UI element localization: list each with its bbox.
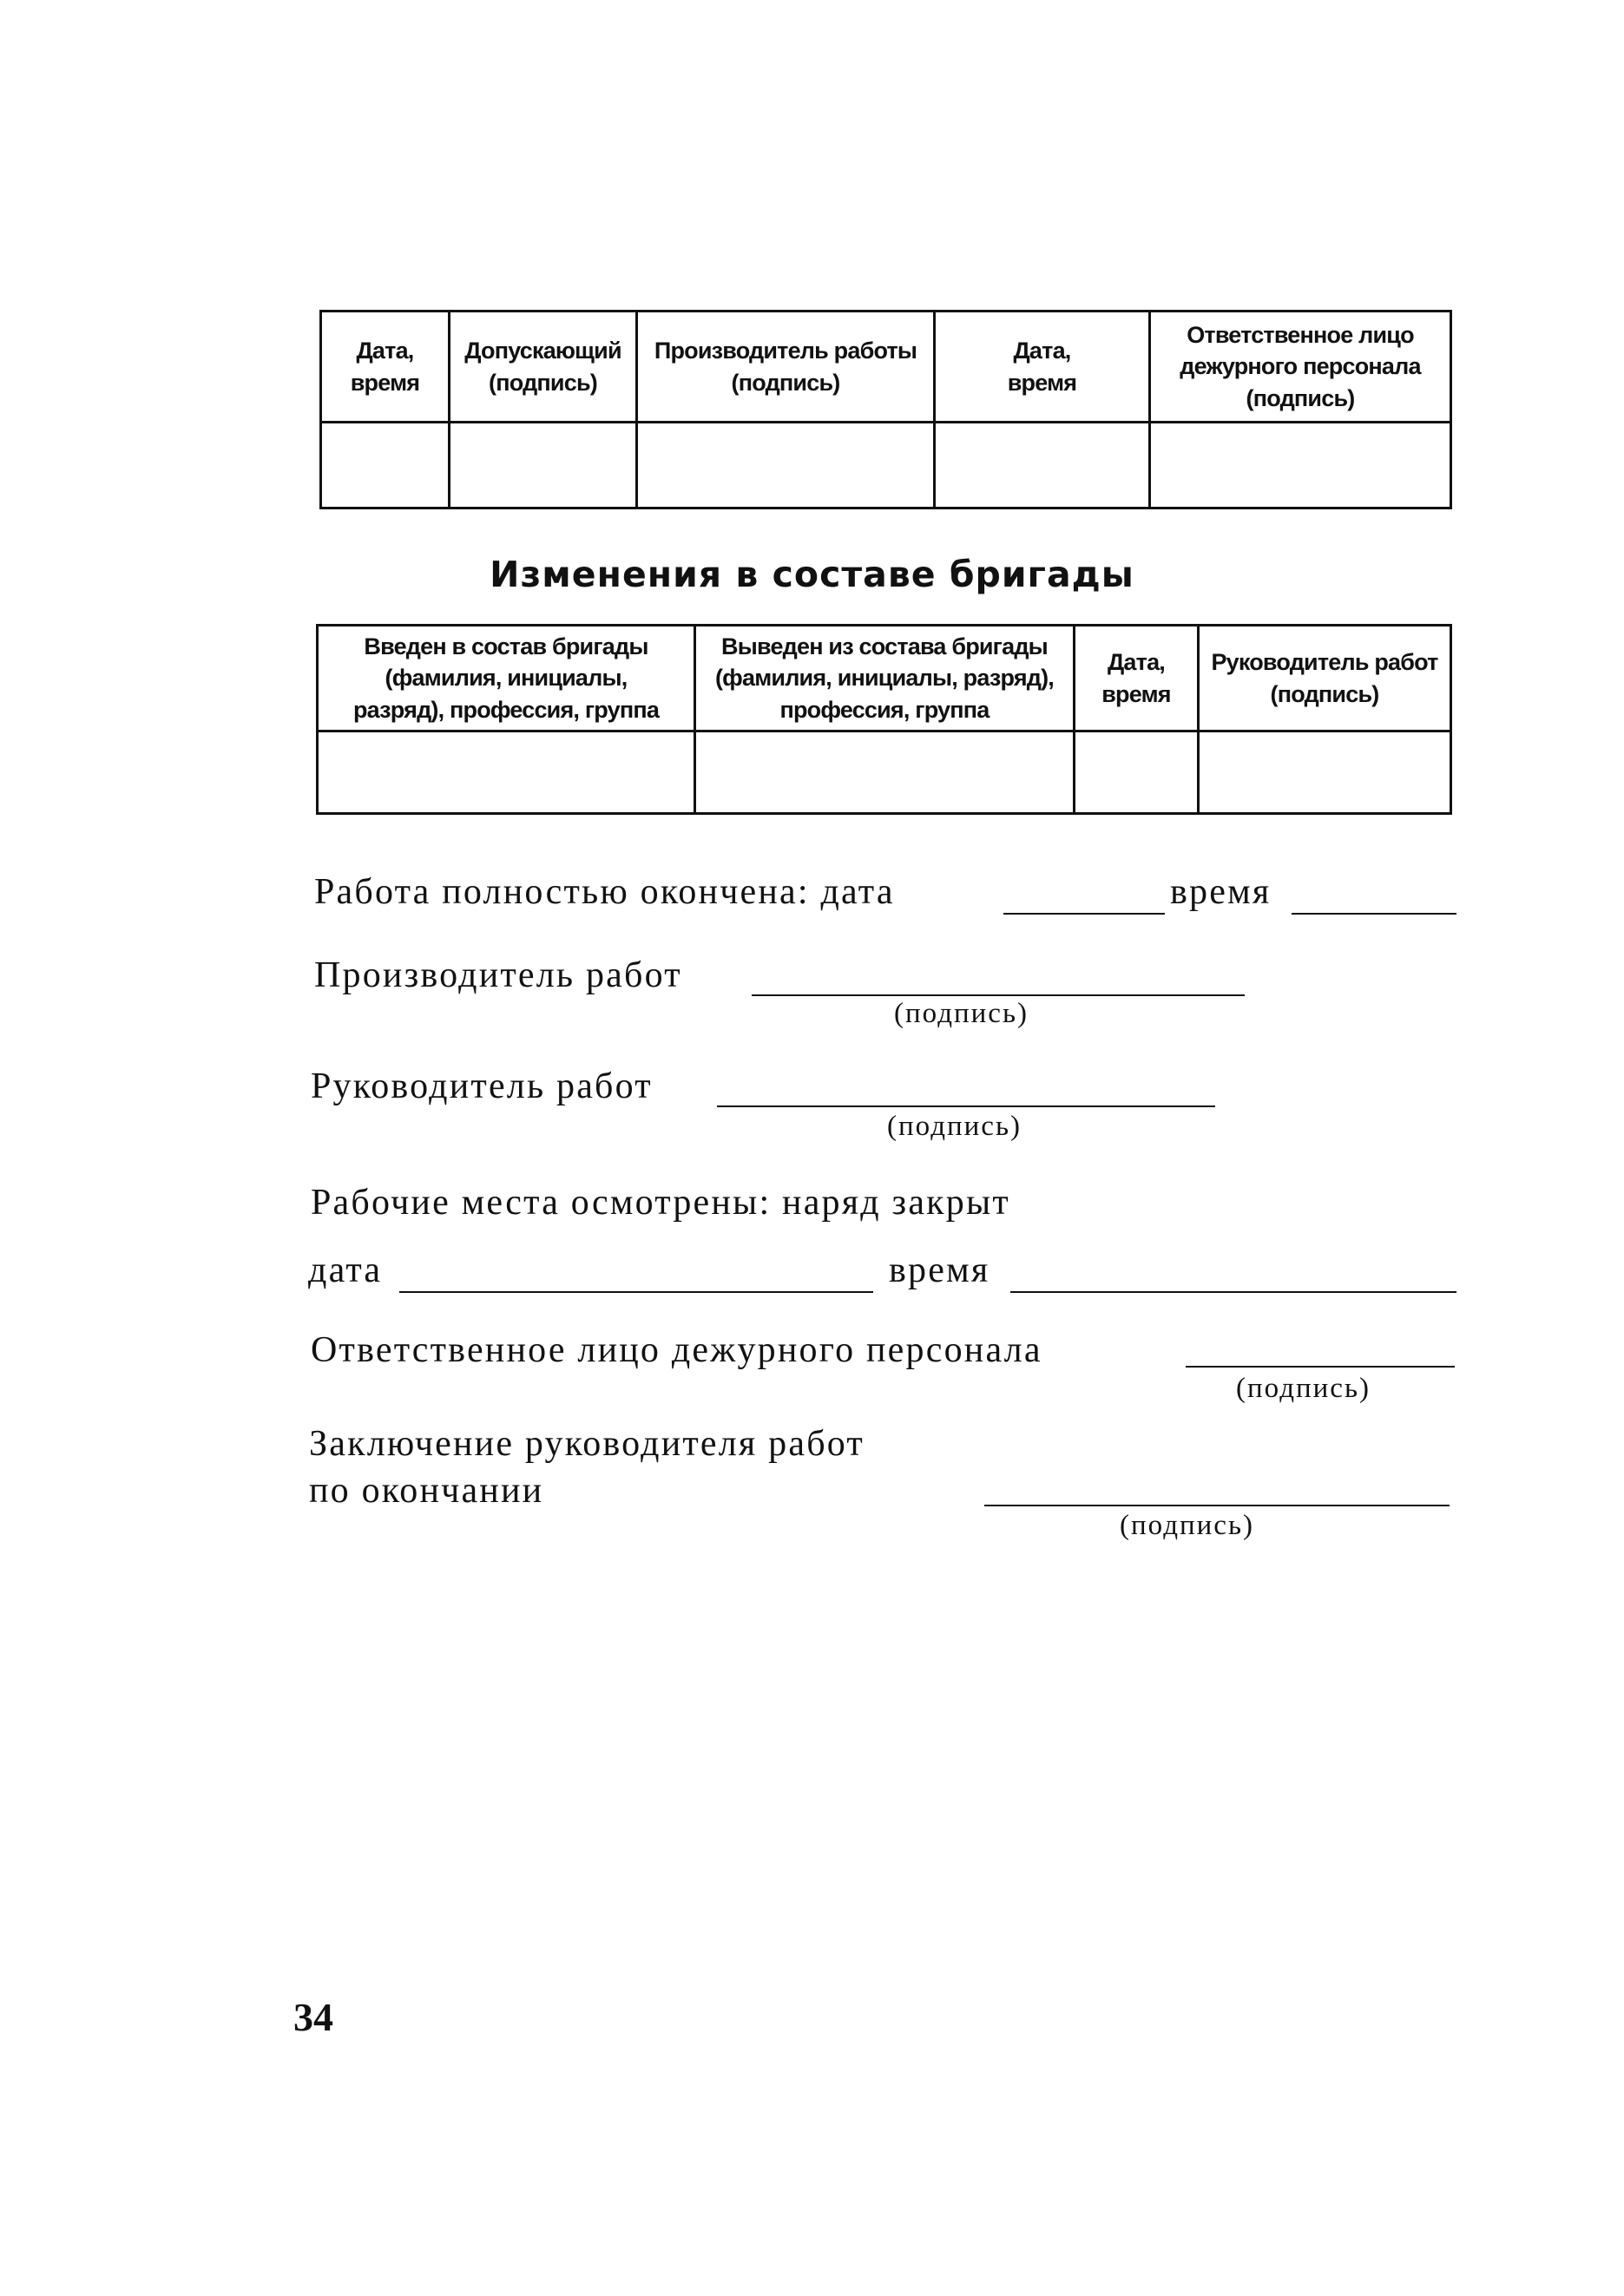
signature-caption: (подпись)	[1120, 1510, 1254, 1541]
table-row	[321, 423, 1451, 508]
completion-time-label: время	[1170, 872, 1272, 912]
work-completed-label: Работа полностью окончена: дата	[314, 872, 895, 912]
completion-date-field[interactable]	[1003, 913, 1165, 915]
table-cell	[450, 423, 637, 508]
workplaces-inspected-label: Рабочие места осмотрены: наряд закрыт	[311, 1183, 1010, 1223]
conclusion-signature-field[interactable]	[984, 1505, 1450, 1506]
signature-caption: (подпись)	[1236, 1373, 1371, 1404]
header-removed-from-team: Выведен из состава бригады (фамилия, инициалы, разряд), профессия, группа	[695, 626, 1075, 731]
table-cell	[1199, 731, 1451, 814]
conclusion-label-line1: Заключение руководителя работ	[309, 1424, 865, 1464]
header-work-manager: Руководитель работ (подпись)	[1199, 626, 1451, 731]
header-date-time-2: Дата, время	[935, 312, 1150, 423]
page-number: 34	[293, 1995, 333, 2039]
responsible-signature-field[interactable]	[1186, 1366, 1455, 1368]
header-date-time: Дата, время	[1075, 626, 1199, 731]
work-manager-label: Руководитель работ	[311, 1066, 653, 1106]
table-cell	[637, 423, 935, 508]
header-admitting: Допускающий (подпись)	[450, 312, 637, 423]
team-changes-table	[316, 624, 1452, 815]
admission-table	[319, 310, 1452, 509]
closed-date-label: дата	[308, 1250, 383, 1290]
table-cell	[1150, 423, 1451, 508]
section-title: Изменения в составе бригады	[490, 554, 1134, 595]
table-row	[318, 731, 1451, 814]
completion-time-field[interactable]	[1292, 913, 1456, 915]
manager-signature-field[interactable]	[717, 1105, 1215, 1107]
header-work-producer: Производитель работы (подпись)	[637, 312, 935, 423]
signature-caption: (подпись)	[887, 1111, 1022, 1142]
responsible-person-label: Ответственное лицо дежурного персонала	[311, 1330, 1042, 1370]
header-responsible-person: Ответственное лицо дежурного персонала (подпись)	[1150, 312, 1451, 423]
conclusion-label-line2: по окончании	[309, 1471, 544, 1511]
table-cell	[935, 423, 1150, 508]
closed-date-field[interactable]	[399, 1291, 873, 1293]
header-date-time: Дата, время	[321, 312, 450, 423]
producer-signature-field[interactable]	[752, 994, 1245, 996]
closed-time-field[interactable]	[1010, 1291, 1456, 1293]
header-added-to-team: Введен в состав бригады (фамилия, инициалы, разряд), профессия, группа	[318, 626, 695, 731]
table-cell	[321, 423, 450, 508]
table-cell	[1075, 731, 1199, 814]
work-producer-label: Производитель работ	[314, 955, 682, 995]
closed-time-label: время	[889, 1250, 990, 1290]
table-cell	[318, 731, 695, 814]
table-cell	[695, 731, 1075, 814]
signature-caption: (подпись)	[894, 998, 1029, 1029]
table-header-row	[318, 626, 1451, 731]
table-header-row	[321, 312, 1451, 423]
